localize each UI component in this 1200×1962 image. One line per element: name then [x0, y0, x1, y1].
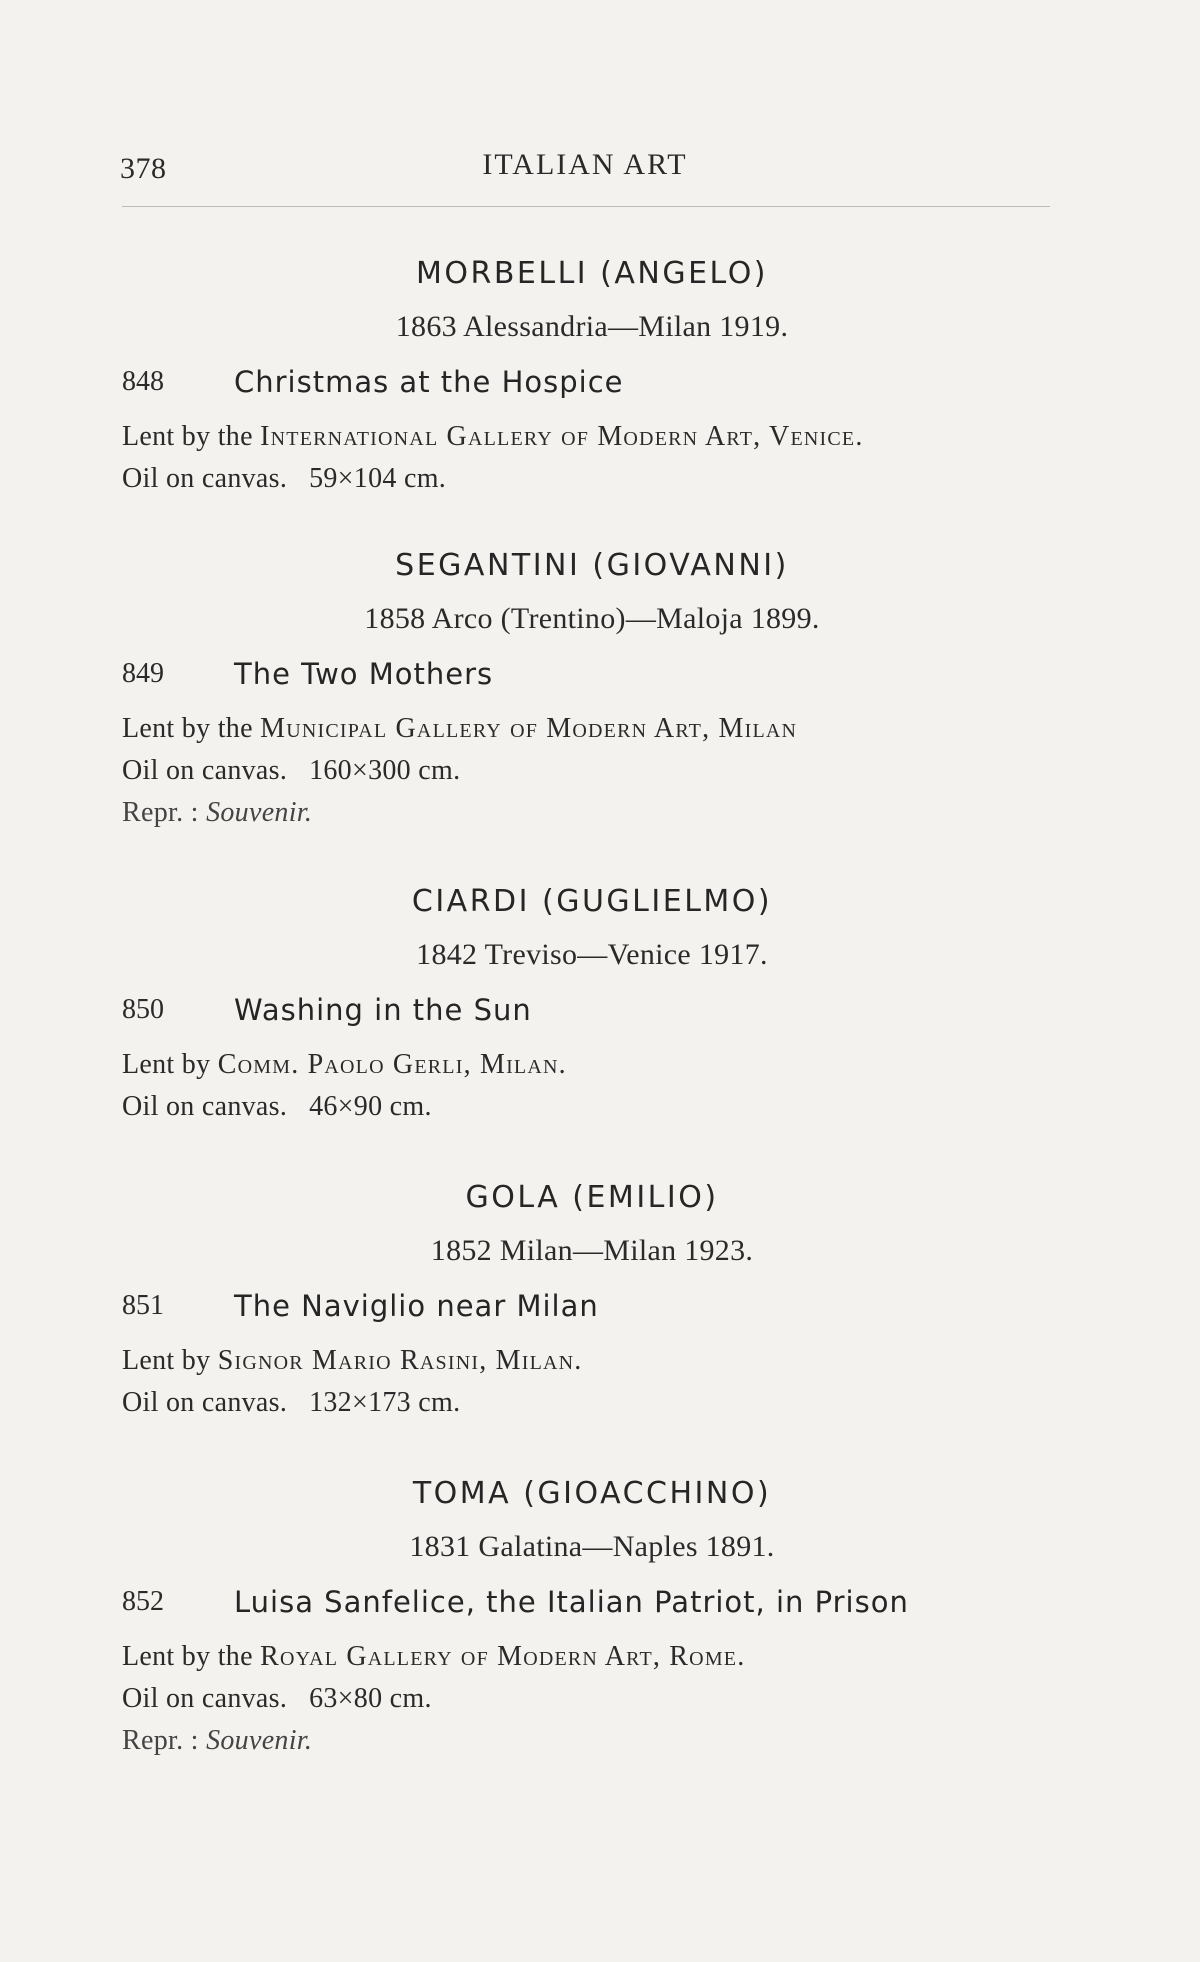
work-title-row: [122, 648, 1062, 700]
medium: Oil on canvas.: [122, 1387, 288, 1418]
artist-name: SEGANTINI (GIOVANNI): [395, 548, 789, 583]
medium: Oil on canvas.: [122, 1683, 288, 1714]
lent-by-prefix: Lent by: [122, 1049, 218, 1080]
artist-dates: 1858 Arco (Trentino)—Maloja 1899.: [364, 602, 820, 635]
repr-label: Repr. :: [122, 797, 207, 828]
catalogue-entry: [122, 544, 1062, 834]
lender-name: International Gallery of Modern Art, Venice.: [260, 421, 864, 452]
work-title-row: [122, 356, 1062, 408]
medium-line: [122, 750, 1062, 792]
lender-line: [122, 1044, 1062, 1086]
work-title: Luisa Sanfelice, the Italian Patriot, in Prison: [234, 1585, 909, 1619]
catalogue-entry: [122, 252, 1062, 500]
work-title-row: [122, 1576, 1062, 1628]
medium-line: [122, 458, 1062, 500]
artist-name: CIARDI (GUGLIELMO): [411, 884, 773, 919]
artist-name: TOMA (GIOACCHINO): [412, 1476, 772, 1511]
artist-dates: 1831 Galatina—Naples 1891.: [409, 1530, 775, 1563]
catalogue-number: 849: [122, 658, 164, 689]
lender-name: Comm. Paolo Gerli, Milan.: [217, 1049, 567, 1080]
page-header: [120, 140, 1050, 190]
lender-line: [122, 416, 1062, 458]
header-rule: [122, 206, 1050, 207]
artist-dates: 1863 Alessandria—Milan 1919.: [395, 310, 789, 343]
artist-name: GOLA (EMILIO): [465, 1180, 719, 1215]
medium-line: [122, 1086, 1062, 1128]
lender-line: [122, 1636, 1062, 1678]
repr-label: Repr. :: [122, 1725, 207, 1756]
page-number: 378: [120, 152, 167, 185]
catalogue-number: 850: [122, 994, 164, 1025]
dimensions: 59×104 cm.: [309, 463, 447, 494]
lent-by-prefix: Lent by the: [122, 421, 261, 452]
artist-dates: 1842 Treviso—Venice 1917.: [416, 938, 768, 971]
catalogue-entry: [122, 1176, 1062, 1424]
catalogue-number: 851: [122, 1290, 164, 1321]
lender-name: Royal Gallery of Modern Art, Rome.: [260, 1641, 746, 1672]
repr-title: Souvenir.: [206, 1725, 313, 1756]
dimensions: 63×80 cm.: [309, 1683, 432, 1714]
dimensions: 160×300 cm.: [309, 755, 461, 786]
dimensions: 132×173 cm.: [309, 1387, 461, 1418]
repr-title: Souvenir.: [206, 797, 313, 828]
medium: Oil on canvas.: [122, 463, 288, 494]
work-title: Washing in the Sun: [234, 993, 532, 1027]
medium: Oil on canvas.: [122, 1091, 288, 1122]
medium: Oil on canvas.: [122, 755, 288, 786]
reproduction-line: [122, 1720, 1062, 1762]
work-title: The Naviglio near Milan: [234, 1289, 599, 1323]
lent-by-prefix: Lent by: [122, 1345, 218, 1376]
work-title: The Two Mothers: [234, 657, 494, 691]
catalogue-number: 852: [122, 1586, 164, 1617]
lender-line: [122, 1340, 1062, 1382]
medium-line: [122, 1678, 1062, 1720]
lender-name: Signor Mario Rasini, Milan.: [217, 1345, 583, 1376]
catalogue-number: 848: [122, 366, 164, 397]
lent-by-prefix: Lent by the: [122, 713, 261, 744]
artist-name: MORBELLI (ANGELO): [415, 256, 769, 291]
work-title-row: [122, 1280, 1062, 1332]
catalogue-entry: [122, 1472, 1062, 1762]
medium-line: [122, 1382, 1062, 1424]
dimensions: 46×90 cm.: [309, 1091, 432, 1122]
lent-by-prefix: Lent by the: [122, 1641, 261, 1672]
lender-name: Municipal Gallery of Modern Art, Milan: [260, 713, 798, 744]
work-title: Christmas at the Hospice: [234, 365, 624, 399]
lender-line: [122, 708, 1062, 750]
running-head: ITALIAN ART: [482, 148, 688, 181]
catalogue-entry: [122, 880, 1062, 1128]
reproduction-line: [122, 792, 1062, 834]
work-title-row: [122, 984, 1062, 1036]
artist-dates: 1852 Milan—Milan 1923.: [430, 1234, 754, 1267]
